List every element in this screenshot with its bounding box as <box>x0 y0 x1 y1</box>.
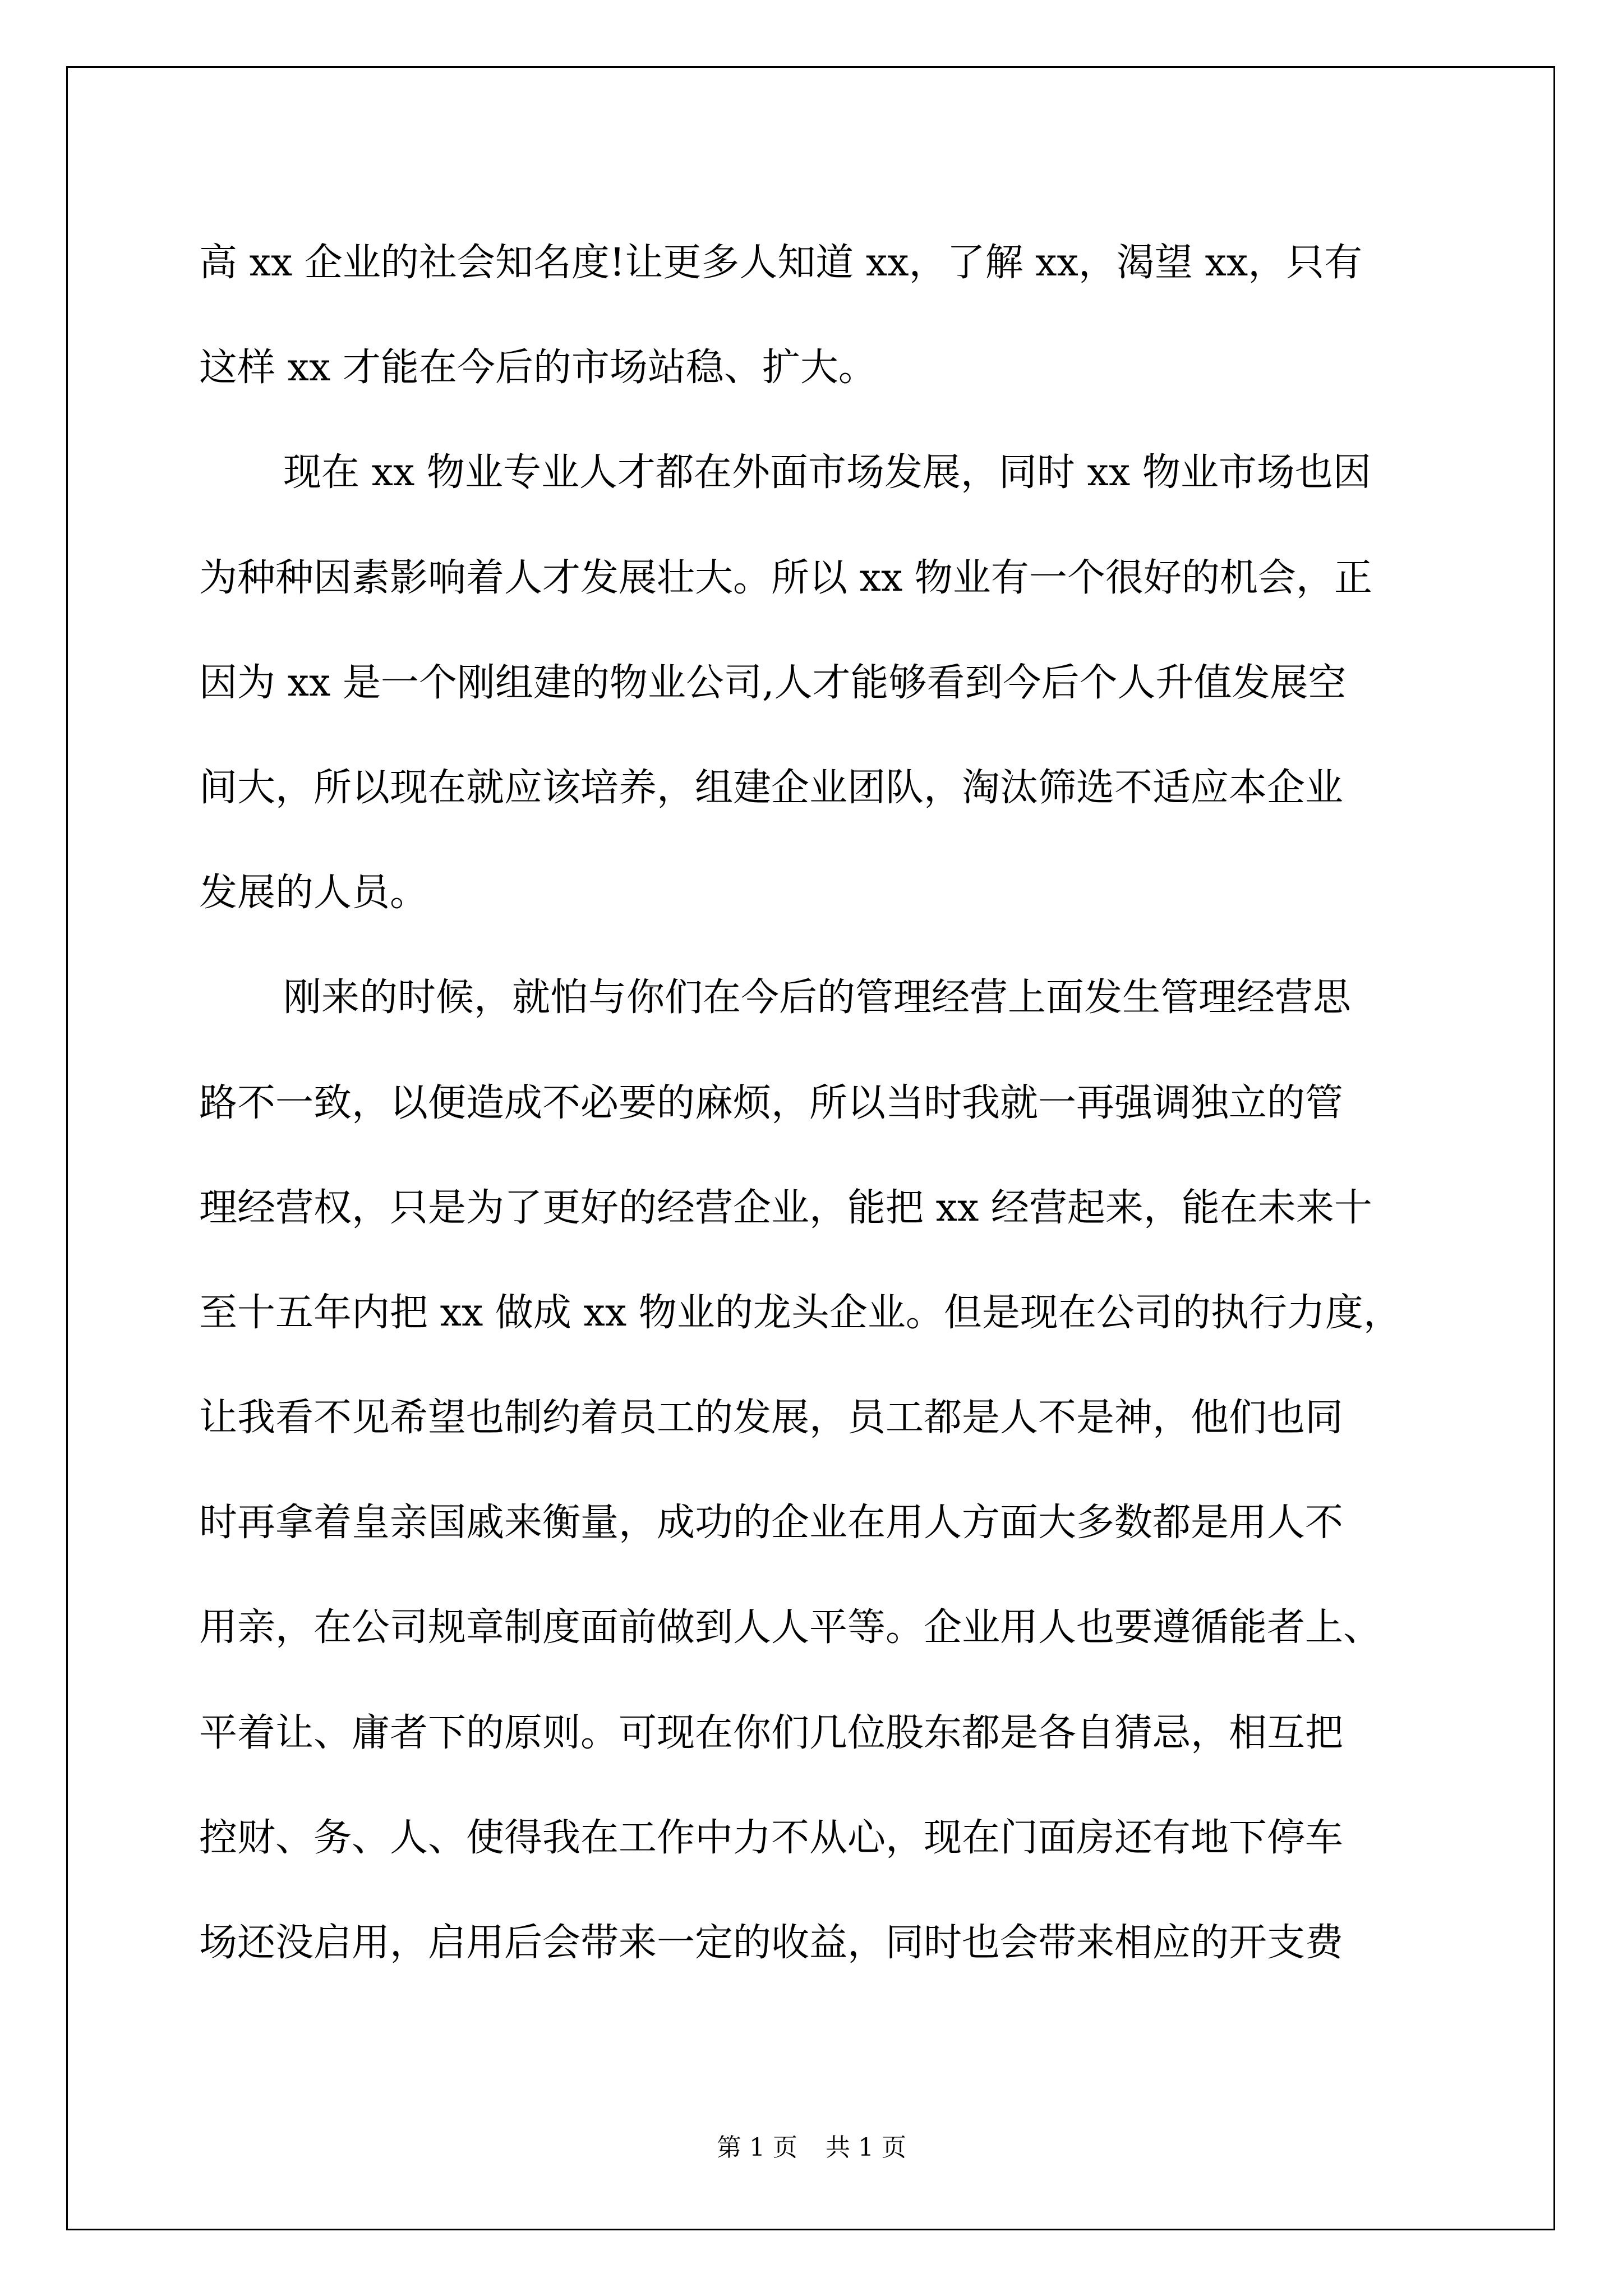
text-line: 路不一致，以便造成不必要的麻烦，所以当时我就一再强调独立的管 <box>199 1080 1344 1125</box>
page-number-current: 第 1 页 <box>717 2133 797 2162</box>
text-line: 这样 xx 才能在今后的市场站稳、扩大。 <box>199 346 877 390</box>
text-line: 发展的人员。 <box>199 871 428 915</box>
text-line: 高 xx 企业的社会知名度!让更多人知道 xx，了解 xx，渴望 xx，只有 <box>199 241 1363 285</box>
text-line: 现在 xx 物业专业人才都在外面市场发展，同时 xx 物业市场也因 <box>283 450 1371 495</box>
page-footer <box>0 2127 1623 2163</box>
text-line: 让我看不见希望也制约着员工的发展，员工都是人不是神，他们也同 <box>199 1396 1344 1441</box>
text-line: 至十五年内把 xx 做成 xx 物业的龙头企业。但是现在公司的执行力度， <box>199 1290 1401 1335</box>
document-body <box>199 210 1427 1995</box>
text-line: 平着让、庸者下的原则。可现在你们几位股东都是各自猜忌，相互把 <box>199 1710 1344 1755</box>
text-line: 间大，所以现在就应该培养，组建企业团队，淘汰筛选不适应本企业 <box>199 765 1344 810</box>
text-line: 控财、务、人、使得我在工作中力不从心，现在门面房还有地下停车 <box>199 1815 1344 1860</box>
text-line: 为种种因素影响着人才发展壮大。所以 xx 物业有一个很好的机会，正 <box>199 555 1372 600</box>
text-line: 场还没启用，启用后会带来一定的收益，同时也会带来相应的开支费 <box>199 1921 1344 1965</box>
text-line: 用亲，在公司规章制度面前做到人人平等。企业用人也要遵循能者上、 <box>199 1605 1382 1650</box>
text-line: 因为 xx 是一个刚组建的物业公司,人才能够看到今后个人升值发展空 <box>199 660 1347 705</box>
text-line: 时再拿着皇亲国戚来衡量，成功的企业在用人方面大多数都是用人不 <box>199 1501 1344 1545</box>
text-line: 刚来的时候，就怕与你们在今后的管理经营上面发生管理经营思 <box>283 976 1352 1020</box>
text-line: 理经营权，只是为了更好的经营企业，能把 xx 经营起来，能在未来十 <box>199 1185 1372 1230</box>
page-number-total: 共 1 页 <box>826 2133 906 2162</box>
